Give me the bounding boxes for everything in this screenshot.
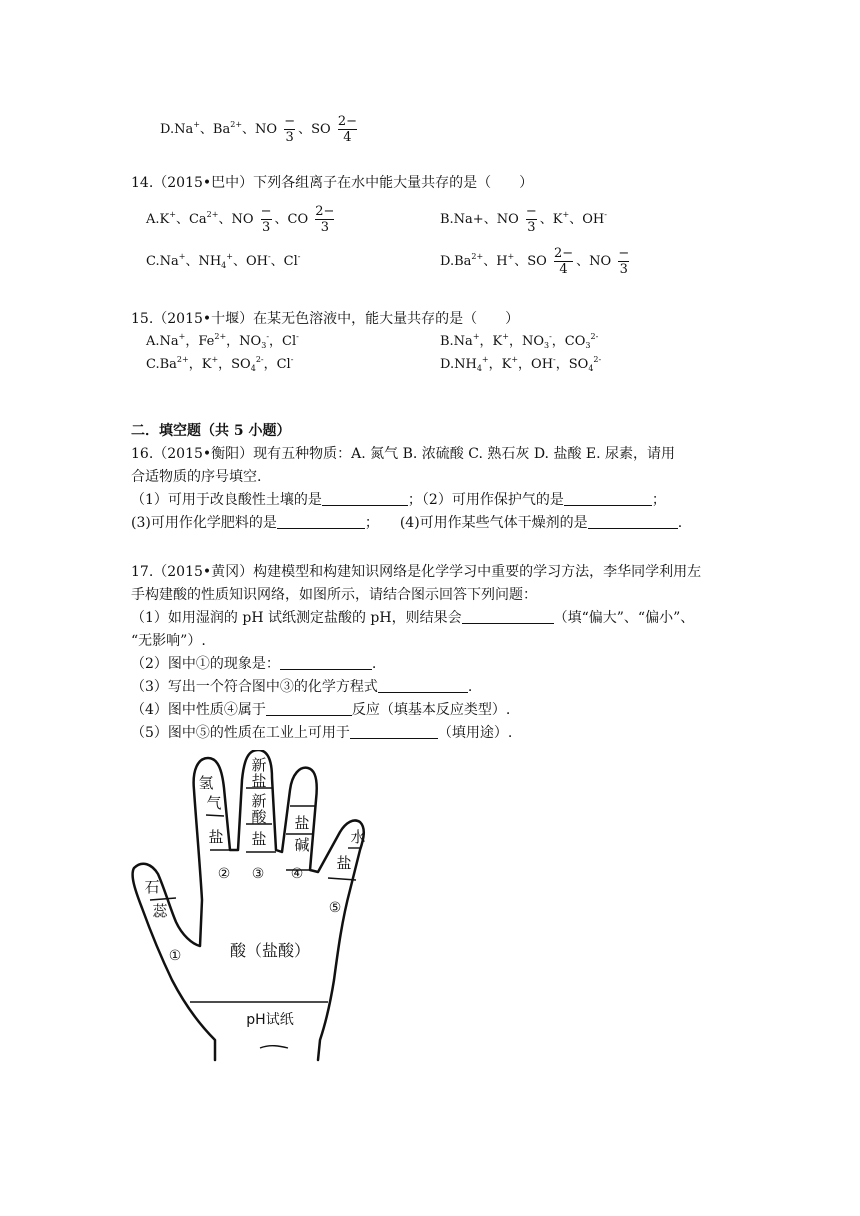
circled-number: ③ <box>251 866 265 882</box>
finger-label: 盐 <box>336 854 352 872</box>
q14-option-b: B.Na+、NO $\frac{-}{3}$ 、K+、OH- <box>440 204 607 235</box>
finger-label: 酸 <box>251 808 267 826</box>
hand-diagram <box>120 750 400 1070</box>
answer-blank[interactable] <box>280 657 372 670</box>
q17-line-7: （4）图中性质④属于 反应（填基本反应类型）. <box>131 702 511 718</box>
answer-blank[interactable] <box>322 493 408 506</box>
answer-blank[interactable] <box>564 493 652 506</box>
finger-label: 新 <box>251 792 267 810</box>
finger-label: 碱 <box>294 836 310 854</box>
finger-label: 石 <box>144 878 160 896</box>
circled-number: ④ <box>290 866 304 882</box>
q17-line-5: （2）图中①的现象是： . <box>131 656 377 672</box>
q14-stem: 14.（2015•巴中）下列各组离子在水中能大量共存的是（ ） <box>131 175 534 191</box>
answer-blank[interactable] <box>277 516 365 529</box>
q15-option-d: $D.NH_4^+$，K+，OH-，$SO_4^{2-}$ <box>440 355 602 373</box>
q13-option-d: D.Na+、$Ba^{2+}$、NO $\frac{-}{3}$ 、SO $\frac{2-}{4}$ <box>160 114 358 145</box>
answer-blank[interactable] <box>588 516 678 529</box>
finger-label: 盐 <box>251 772 267 790</box>
circled-number: ② <box>217 866 231 882</box>
wrist-label: pH试纸 <box>246 1012 294 1028</box>
q17-line-3: （1）如用湿润的 pH 试纸测定盐酸的 pH，则结果会 （填“偏大”、“偏小”、 <box>131 610 695 626</box>
q15-option-c: $C.Ba^{2+}$，K+，$SO_4^{2-}$，Cl- <box>146 355 294 373</box>
q17-line-4: “无影响”）. <box>131 633 206 649</box>
finger-label: 蕊 <box>152 902 168 920</box>
q17-line-1: 17.（2015•黄冈）构建模型和构建知识网络是化学学习中重要的学习方法，李华同学利用左 <box>131 564 702 580</box>
finger-label: 气 <box>206 794 222 812</box>
answer-blank[interactable] <box>378 680 468 693</box>
q17-line-6: （3）写出一个符合图中③的化学方程式 . <box>131 679 473 695</box>
q15-option-a: A.Na+，$Fe^{2+}$，$NO_3^-$，Cl- <box>146 332 299 350</box>
q16-line-2: 合适物质的序号填空. <box>131 469 262 485</box>
finger-label: 新 <box>251 756 267 774</box>
palm-label: 酸（盐酸） <box>229 941 311 960</box>
finger-label: 盐 <box>294 814 310 832</box>
q16-line-1: 16.（2015•衡阳）现有五种物质：A. 氮气 B. 浓硫酸 C. 熟石灰 D. 盐酸 E. 尿素，请用 <box>131 446 676 462</box>
q15-option-b: B.Na+，K+，$NO_3^-$，$CO_3^{2-}$ <box>440 332 599 350</box>
finger-label: 盐 <box>251 830 267 848</box>
finger-label: 水 <box>350 828 366 846</box>
q16-line-3: （1）可用于改良酸性土壤的是 ；（2）可用作保护气的是 ； <box>131 492 666 508</box>
answer-blank[interactable] <box>462 611 554 624</box>
q17-line-2: 手构建酸的性质知识网络，如图所示，请结合图示回答下列问题： <box>131 587 537 603</box>
finger-label: 盐 <box>208 828 224 846</box>
q14-option-a: A.K+、$Ca^{2+}$、NO $\frac{-}{3}$ 、CO $\frac{2-}{3}$ <box>146 204 335 235</box>
q14-option-c: C.Na+、$NH_4^+$、OH-、Cl- <box>146 252 301 270</box>
q17-line-8: （5）图中⑤的性质在工业上可用于 （填用途）. <box>131 725 513 741</box>
circled-number: ① <box>168 948 182 964</box>
q15-stem: 15.（2015•十堰）在某无色溶液中，能大量共存的是（ ） <box>131 311 520 327</box>
answer-blank[interactable] <box>266 703 352 716</box>
finger-label: 氢 <box>198 774 214 792</box>
answer-blank[interactable] <box>350 726 438 739</box>
q16-line-4: (3)可用作化学肥料的是 ； (4)可用作某些气体干燥剂的是 . <box>131 515 683 531</box>
q14-option-d: $D.Ba^{2+}$、H+、SO $\frac{2-}{4}$ 、NO $\frac{-}{3}$ <box>440 246 630 277</box>
circled-number: ⑤ <box>328 900 342 916</box>
section-heading: 二．填空题（共 5 小题） <box>131 423 291 439</box>
